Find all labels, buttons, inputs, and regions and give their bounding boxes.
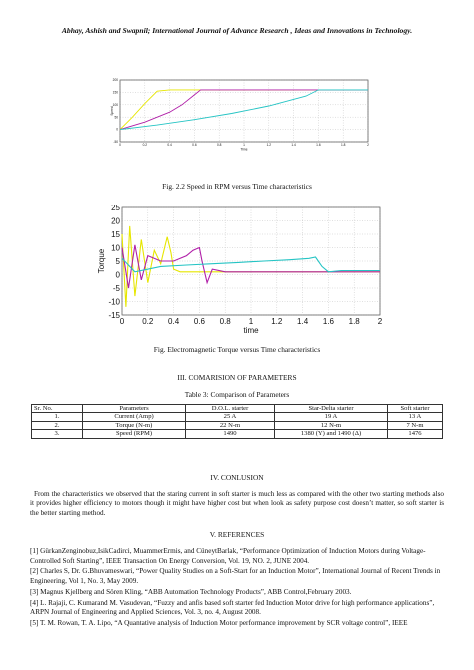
x-axis-label: Time	[240, 147, 248, 152]
y-tick-label: 25	[111, 205, 120, 212]
x-tick-label: 1.8	[340, 143, 346, 148]
table-cell: 7 N-m	[388, 421, 443, 429]
table-row	[32, 413, 443, 421]
table-header-row	[32, 405, 443, 413]
table-cell: 1.	[32, 413, 83, 421]
header-dol: D.O.L. starter	[186, 405, 275, 413]
x-tick-label: 1.8	[348, 317, 360, 326]
reference-item: [5] T. M. Rowan, T. A. Lipo, “A Quantative analysis of Induction Motor performance improvement by SCR voltage control”, IEEE	[30, 619, 408, 628]
x-axis-label: time	[243, 326, 259, 335]
x-tick-label: 0.6	[192, 143, 197, 148]
section-4-title: IV. CONLUSION	[210, 473, 264, 482]
y-tick-label: 15	[111, 229, 120, 239]
x-tick-label: 0	[119, 317, 125, 326]
header-parameters: Parameters	[83, 405, 186, 413]
fig2-caption: Fig. Electromagnetic Torque versus Time characteristics	[153, 345, 321, 354]
y-tick-label: 0	[115, 270, 120, 280]
section-5-title: V. REFERENCES	[209, 530, 265, 539]
x-tick-label: 0.4	[167, 143, 172, 148]
reference-item: [2] Charles S, Dr. G.Bhuvameswari, “Power Quality Studies on a Soft-Start for an Induction Motor”, International Journal of Recent Trends in Engineering, Vol 1, No. 3, May 2009.	[30, 567, 441, 585]
table-row	[32, 430, 443, 438]
comparison-table	[31, 404, 443, 439]
x-tick-label: 0.4	[168, 317, 180, 326]
reference-item: [4] L. Rajaji, C. Kumarand M. Vasudevan, “Fuzzy and anfis based soft starter fed Induction Motor drive for high performance applications”, ARPN Journal of Engineering and Applied Sciences, Vol. 3, no. 4, August 2008.	[30, 598, 435, 617]
x-tick-label: 1.4	[297, 317, 309, 326]
table-cell: 13 A	[388, 413, 443, 421]
speed-time-chart	[104, 78, 374, 156]
table-cell: 25 A	[186, 413, 275, 421]
y-tick-label: -15	[108, 310, 120, 320]
section-3-title: III. COMARISION OF PARAMETERS	[177, 373, 297, 382]
y-tick-label: 150	[112, 90, 118, 95]
table-cell: 1490	[186, 430, 275, 438]
torque-time-chart	[96, 205, 388, 335]
x-tick-label: 0.2	[142, 317, 154, 326]
reference-item: [3] Magnus Kjellberg and Sören Kling, “ABB Automation Technology Products”, ABB Control,February 2003.	[30, 587, 352, 596]
table-cell: 1476	[388, 430, 443, 438]
table-cell: 3.	[32, 430, 83, 438]
reference-item: [1] GürkanZenginobuz,IsikCadirci, MuammerErmis, and CüneytBarlak, “Performance Optimization of Induction Motors during Voltage-Controlled Soft Starting”, IEEE Transaction On Energy Conversion, Vol. 19, NO. 2, JUNE 2004.	[30, 547, 426, 565]
y-axis-label: Speed	[110, 106, 114, 116]
x-tick-label: 2	[377, 317, 383, 326]
x-tick-label: 0.8	[219, 317, 231, 326]
x-tick-label: 2	[367, 143, 369, 148]
x-tick-label: 1.4	[291, 143, 296, 148]
y-tick-label: 10	[111, 243, 120, 253]
table-cell: Current (Amp)	[83, 413, 186, 421]
header-soft: Soft starter	[388, 405, 443, 413]
x-tick-label: 0	[119, 143, 121, 148]
y-tick-label: 5	[115, 256, 120, 266]
conclusion-paragraph: From the characteristics we observed that the staring current in soft starter is much less as compared with the other two starting methods also it provides higher efficiency to motors though it might have higher cost but when look as safety purpose cost doesn’t matter, so soft starter is the better starting method.	[30, 490, 444, 517]
table-cell: 1380 (Y) and 1490 (Δ)	[275, 430, 388, 438]
header-sr-no: Sr. No.	[32, 405, 83, 413]
fig1-caption: Fig. 2.2 Speed in RPM versus Time characteristics	[162, 182, 312, 191]
table-cell: 12 N-m	[275, 421, 388, 429]
y-axis-label: Torque	[97, 248, 106, 274]
x-tick-label: 0.6	[193, 317, 205, 326]
table-title: Table 3: Comparison of Parameters	[184, 390, 290, 399]
table-cell: 19 A	[275, 413, 388, 421]
y-tick-label: -5	[112, 283, 120, 293]
table-cell: 2.	[32, 421, 83, 429]
y-tick-label: 20	[111, 216, 120, 226]
x-tick-label: 1.6	[322, 317, 334, 326]
x-tick-label: 1.2	[266, 143, 272, 148]
running-header: Abhay, Ashish and Swapnil; International Journal of Advance Research , Ideas and Innovations in Technology.	[61, 26, 413, 35]
table-cell: Torque (N-m)	[83, 421, 186, 429]
table-row	[32, 421, 443, 429]
table-cell: Speed (RPM)	[83, 430, 186, 438]
x-tick-label: 1.2	[271, 317, 283, 326]
header-star-delta: Star-Delta starter	[275, 405, 388, 413]
references-list	[30, 547, 446, 630]
y-tick-label: 200	[112, 78, 118, 83]
x-tick-label: 0.2	[142, 143, 148, 148]
y-tick-label: 0	[116, 127, 118, 132]
x-tick-label: 0.8	[216, 143, 222, 148]
table-cell: 22 N-m	[186, 421, 275, 429]
y-tick-label: 100	[112, 102, 118, 107]
x-tick-label: 1	[243, 143, 245, 148]
y-tick-label: 50	[114, 115, 118, 120]
y-tick-label: -50	[113, 140, 118, 145]
x-tick-label: 1.6	[316, 143, 321, 148]
y-tick-label: -10	[108, 297, 120, 307]
x-tick-label: 1	[248, 317, 254, 326]
